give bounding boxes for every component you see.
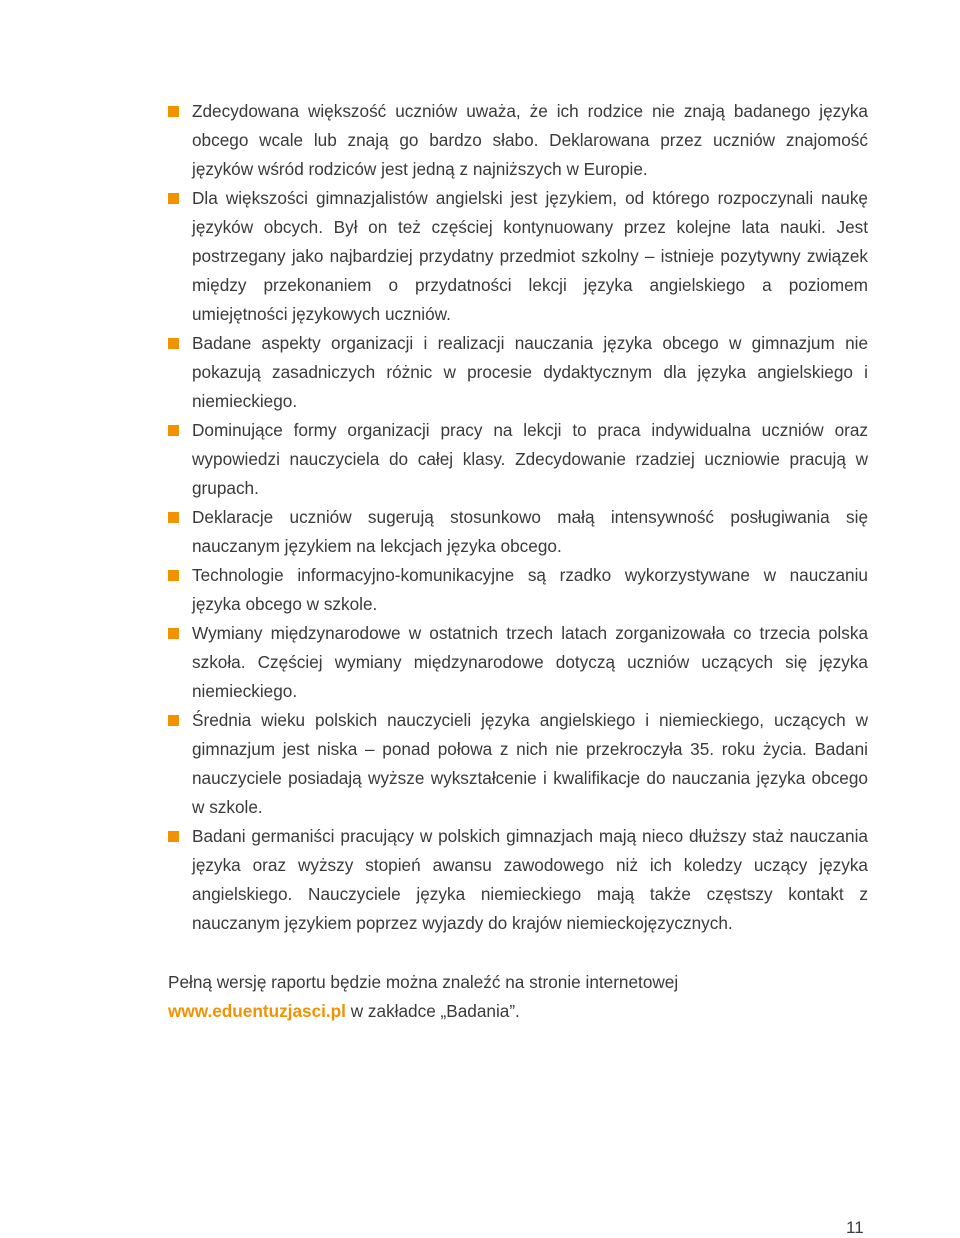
closing-paragraph <box>168 968 868 1026</box>
square-bullet-icon <box>168 512 179 523</box>
bullet-text: Dominujące formy organizacji pracy na lekcji to praca indywidualna uczniów oraz wypowiedzi nauczyciela do całej klasy. Zdecydowanie rzadziej uczniowie pracują w grupach. <box>192 420 868 498</box>
square-bullet-icon <box>168 570 179 581</box>
bullet-item <box>168 97 868 184</box>
website-link[interactable]: www.eduentuzjasci.pl <box>168 1001 346 1021</box>
page-number: 11 <box>846 1218 864 1237</box>
bullet-item <box>168 822 868 938</box>
square-bullet-icon <box>168 715 179 726</box>
bullet-text: Średnia wieku polskich nauczycieli języka angielskiego i niemieckiego, uczących w gimnazjum jest niska – ponad połowa z nich nie przekroczyła 35. roku życia. Badani nauczyciele posiadają wyższe wykształcenie i kwalifikacje do nauczania języka obcego w szkole. <box>192 710 868 817</box>
page-content <box>168 97 868 1043</box>
summary-bullet-list <box>168 97 868 938</box>
closing-suffix: w zakładce „Badania”. <box>345 1001 520 1021</box>
bullet-text: Technologie informacyjno-komunikacyjne są rzadko wykorzystywane w nauczaniu języka obcego w szkole. <box>192 565 868 614</box>
bullet-text: Badane aspekty organizacji i realizacji nauczania języka obcego w gimnazjum nie pokazują zasadniczych różnic w procesie dydaktycznym dla języka angielskiego i niemieckiego. <box>192 333 868 411</box>
square-bullet-icon <box>168 193 179 204</box>
bullet-text: Dla większości gimnazjalistów angielski jest językiem, od którego rozpoczynali naukę języków obcych. Był on też częściej kontynuowany przez kolejne lata nauki. Jest postrzegany jako najbardziej przydatny przedmiot szkolny – istnieje pozytywny związek między przekonaniem o przydatności lekcji języka angielskiego a poziomem umiejętności językowych uczniów. <box>192 188 868 324</box>
bullet-item <box>168 706 868 822</box>
bullet-text: Deklaracje uczniów sugerują stosunkowo małą intensywność posługiwania się nauczanym językiem na lekcjach języka obcego. <box>192 507 868 556</box>
bullet-text: Badani germaniści pracujący w polskich gimnazjach mają nieco dłuższy staż nauczania języka oraz wyższy stopień awansu zawodowego niż ich koledzy uczący języka angielskiego. Nauczyciele języka niemieckiego mają także częstszy kontakt z nauczanym językiem poprzez wyjazdy do krajów niemieckojęzycznych. <box>192 826 868 933</box>
bullet-text: Zdecydowana większość uczniów uważa, że ich rodzice nie znają badanego języka obcego wcale lub znają go bardzo słabo. Deklarowana przez uczniów znajomość języków wśród rodziców jest jedną z najniższych w Europie. <box>192 101 868 179</box>
bullet-item <box>168 619 868 706</box>
square-bullet-icon <box>168 831 179 842</box>
bullet-item <box>168 561 868 619</box>
square-bullet-icon <box>168 628 179 639</box>
square-bullet-icon <box>168 338 179 349</box>
bullet-item <box>168 184 868 329</box>
closing-text: Pełną wersję raportu będzie można znaleźć na stronie internetowej <box>168 972 679 992</box>
bullet-item <box>168 416 868 503</box>
bullet-text: Wymiany międzynarodowe w ostatnich trzech latach zorganizowała co trzecia polska szkoła. Częściej wymiany międzynarodowe dotyczą uczniów uczących się języka niemieckiego. <box>192 623 868 701</box>
square-bullet-icon <box>168 106 179 117</box>
bullet-item <box>168 329 868 416</box>
bullet-item <box>168 503 868 561</box>
square-bullet-icon <box>168 425 179 436</box>
